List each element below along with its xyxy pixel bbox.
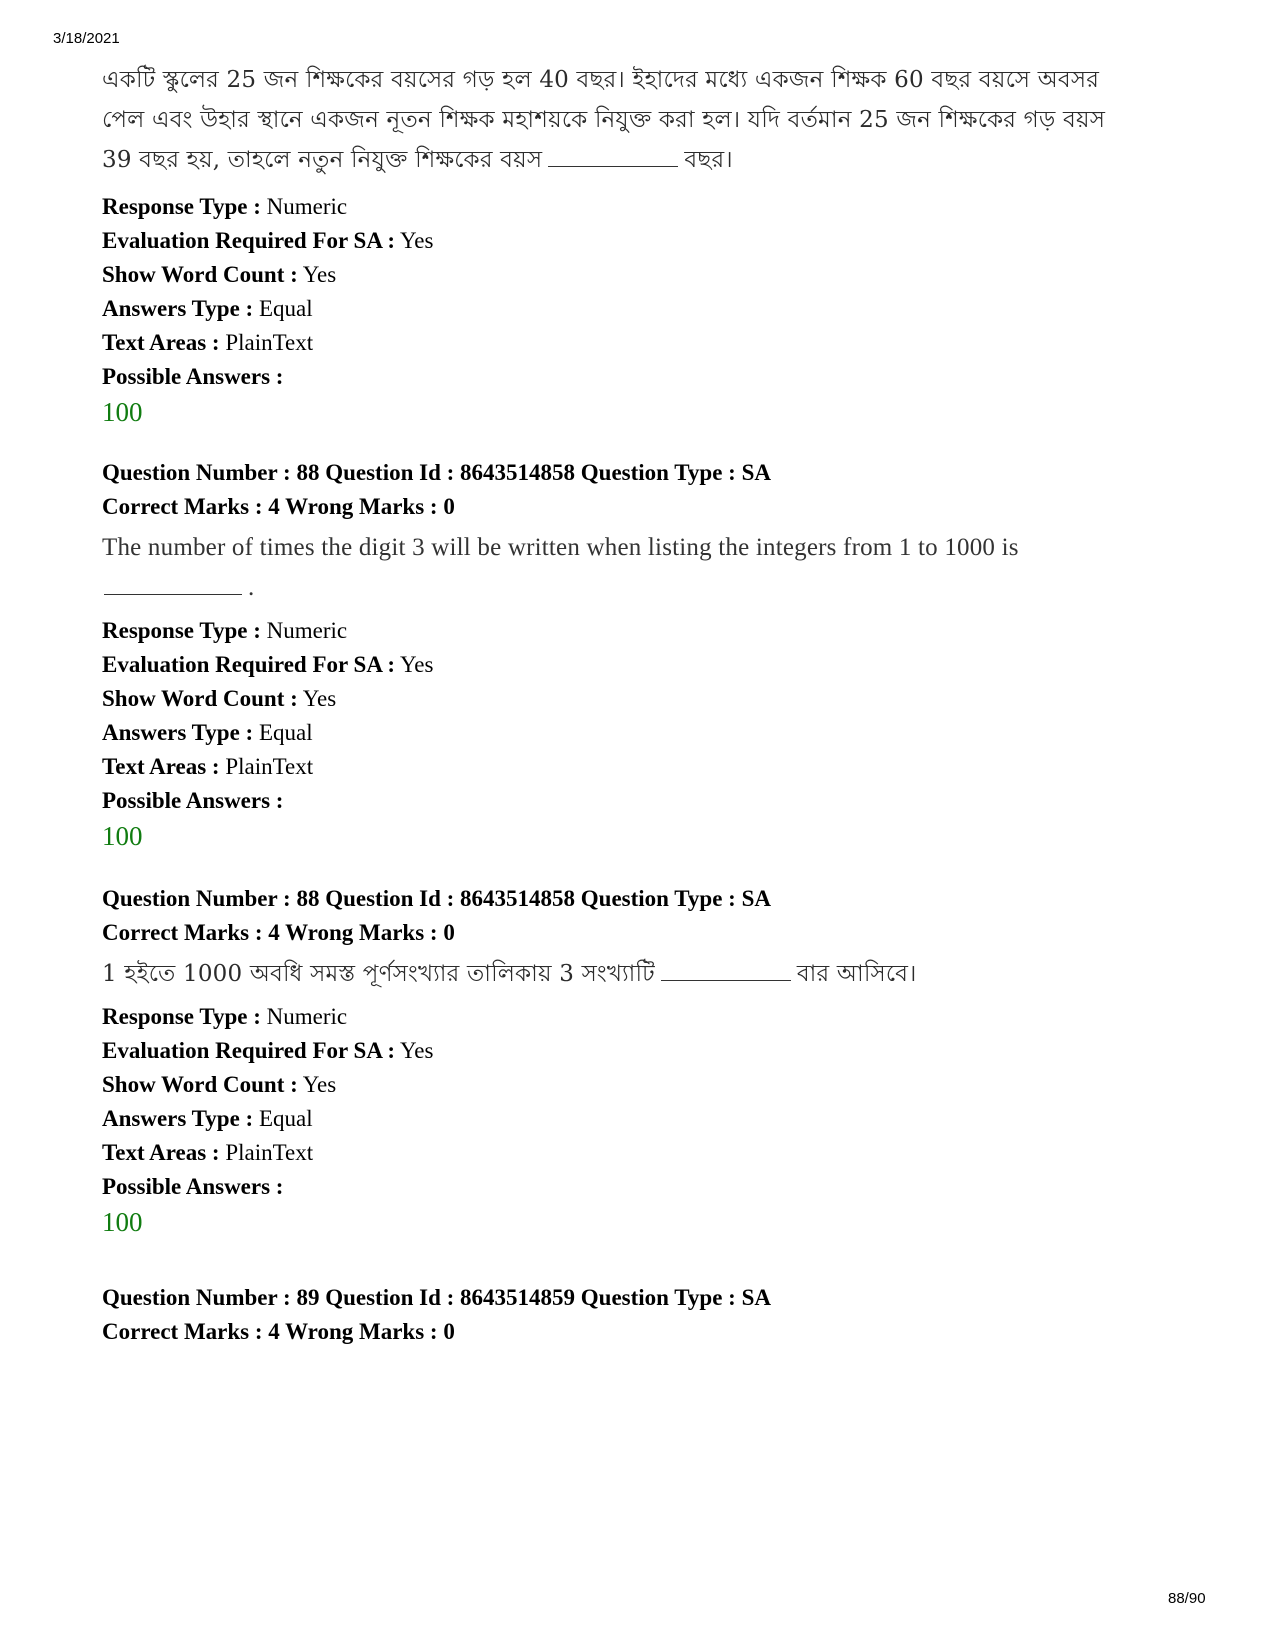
marks-header: Correct Marks : 4 Wrong Marks : 0 — [102, 1319, 455, 1344]
possible-answers-label: Possible Answers : — [102, 364, 284, 389]
question-block-88-bengali — [102, 882, 1202, 1240]
word-count-value: Yes — [302, 262, 337, 287]
text-areas-label: Text Areas : — [102, 754, 220, 779]
evaluation-label: Evaluation Required For SA : — [102, 652, 396, 677]
text-areas-value: PlainText — [225, 754, 314, 779]
response-type-row — [102, 614, 1202, 648]
answers-type-value: Equal — [258, 1106, 313, 1131]
question-line — [102, 568, 1202, 608]
evaluation-row — [102, 648, 1202, 682]
question-meta — [102, 190, 1202, 394]
answer-blank — [548, 165, 678, 167]
response-type-row — [102, 190, 1202, 224]
possible-answer: 100 — [102, 1207, 143, 1237]
response-type-row — [102, 1000, 1202, 1034]
question-text — [102, 528, 1202, 608]
response-type-label: Response Type : — [102, 194, 261, 219]
answers-type-row — [102, 1102, 1202, 1136]
evaluation-label: Evaluation Required For SA : — [102, 1038, 396, 1063]
question-header: Question Number : 88 Question Id : 8643514858 Question Type : SA — [102, 460, 771, 485]
question-line: পেল এবং উহার স্থানে একজন নূতন শিক্ষক মহাশয়কে নিযুক্ত করা হল। যদি বর্তমান 25 জন শিক্ষকের গড় বয়স — [102, 107, 1106, 133]
answers-type-label: Answers Type : — [102, 296, 254, 321]
answers-type-label: Answers Type : — [102, 1106, 254, 1131]
page-number: 88/90 — [1168, 1590, 1206, 1607]
word-count-value: Yes — [302, 686, 337, 711]
response-type-value: Numeric — [266, 194, 348, 219]
text-areas-row — [102, 750, 1202, 784]
word-count-label: Show Word Count : — [102, 686, 298, 711]
text-areas-value: PlainText — [225, 1140, 314, 1165]
question-line — [102, 140, 1202, 180]
question-line-end: . — [248, 574, 255, 601]
answers-type-label: Answers Type : — [102, 720, 254, 745]
evaluation-value: Yes — [400, 652, 434, 677]
word-count-label: Show Word Count : — [102, 262, 298, 287]
possible-answers-label: Possible Answers : — [102, 1174, 284, 1199]
text-areas-row — [102, 326, 1202, 360]
question-line: একটি স্কুলের 25 জন শিক্ষকের বয়সের গড় হল 40 বছর। ইহাদের মধ্যে একজন শিক্ষক 60 বছর বয়সে অবসর — [102, 67, 1100, 93]
question-line: The number of times the digit 3 will be written when listing the integers from 1 to 1000 is — [102, 534, 1019, 561]
text-areas-label: Text Areas : — [102, 1140, 220, 1165]
text-areas-value: PlainText — [225, 330, 314, 355]
possible-answers-label: Possible Answers : — [102, 788, 284, 813]
answers-type-value: Equal — [258, 720, 313, 745]
question-line-start: 1 হইতে 1000 অবধি সমস্ত পূর্ণসংখ্যার তালিকায় 3 সংখ্যাটি — [102, 961, 655, 987]
evaluation-row — [102, 224, 1202, 258]
word-count-row — [102, 1068, 1202, 1102]
question-meta — [102, 1000, 1202, 1204]
word-count-label: Show Word Count : — [102, 1072, 298, 1097]
question-header: Question Number : 89 Question Id : 8643514859 Question Type : SA — [102, 1285, 771, 1310]
possible-answer: 100 — [102, 821, 143, 851]
question-line-end: বার আসিবে। — [796, 961, 917, 987]
response-type-label: Response Type : — [102, 618, 261, 643]
question-header: Question Number : 88 Question Id : 8643514858 Question Type : SA — [102, 886, 771, 911]
answer-blank — [661, 979, 791, 981]
response-type-label: Response Type : — [102, 1004, 261, 1029]
word-count-row — [102, 682, 1202, 716]
possible-answer: 100 — [102, 397, 143, 427]
question-text — [102, 954, 1202, 994]
answers-type-row — [102, 716, 1202, 750]
word-count-value: Yes — [302, 1072, 337, 1097]
text-areas-row — [102, 1136, 1202, 1170]
word-count-row — [102, 258, 1202, 292]
question-block-89 — [102, 1281, 1202, 1349]
response-type-value: Numeric — [266, 618, 348, 643]
marks-header: Correct Marks : 4 Wrong Marks : 0 — [102, 494, 455, 519]
evaluation-value: Yes — [400, 228, 434, 253]
evaluation-row — [102, 1034, 1202, 1068]
evaluation-label: Evaluation Required For SA : — [102, 228, 396, 253]
print-date: 3/18/2021 — [53, 30, 120, 47]
question-line-end: বছর। — [684, 147, 733, 173]
evaluation-value: Yes — [400, 1038, 434, 1063]
question-meta — [102, 614, 1202, 818]
response-type-value: Numeric — [266, 1004, 348, 1029]
text-areas-label: Text Areas : — [102, 330, 220, 355]
question-text — [102, 60, 1202, 180]
answers-type-row — [102, 292, 1202, 326]
answer-blank — [104, 593, 242, 595]
question-block-bengali-ages — [102, 60, 1202, 430]
question-block-88-english — [102, 456, 1202, 854]
question-line-start: 39 বছর হয়, তাহলে নতুন নিযুক্ত শিক্ষকের বয়স — [102, 147, 543, 173]
answers-type-value: Equal — [258, 296, 313, 321]
marks-header: Correct Marks : 4 Wrong Marks : 0 — [102, 920, 455, 945]
